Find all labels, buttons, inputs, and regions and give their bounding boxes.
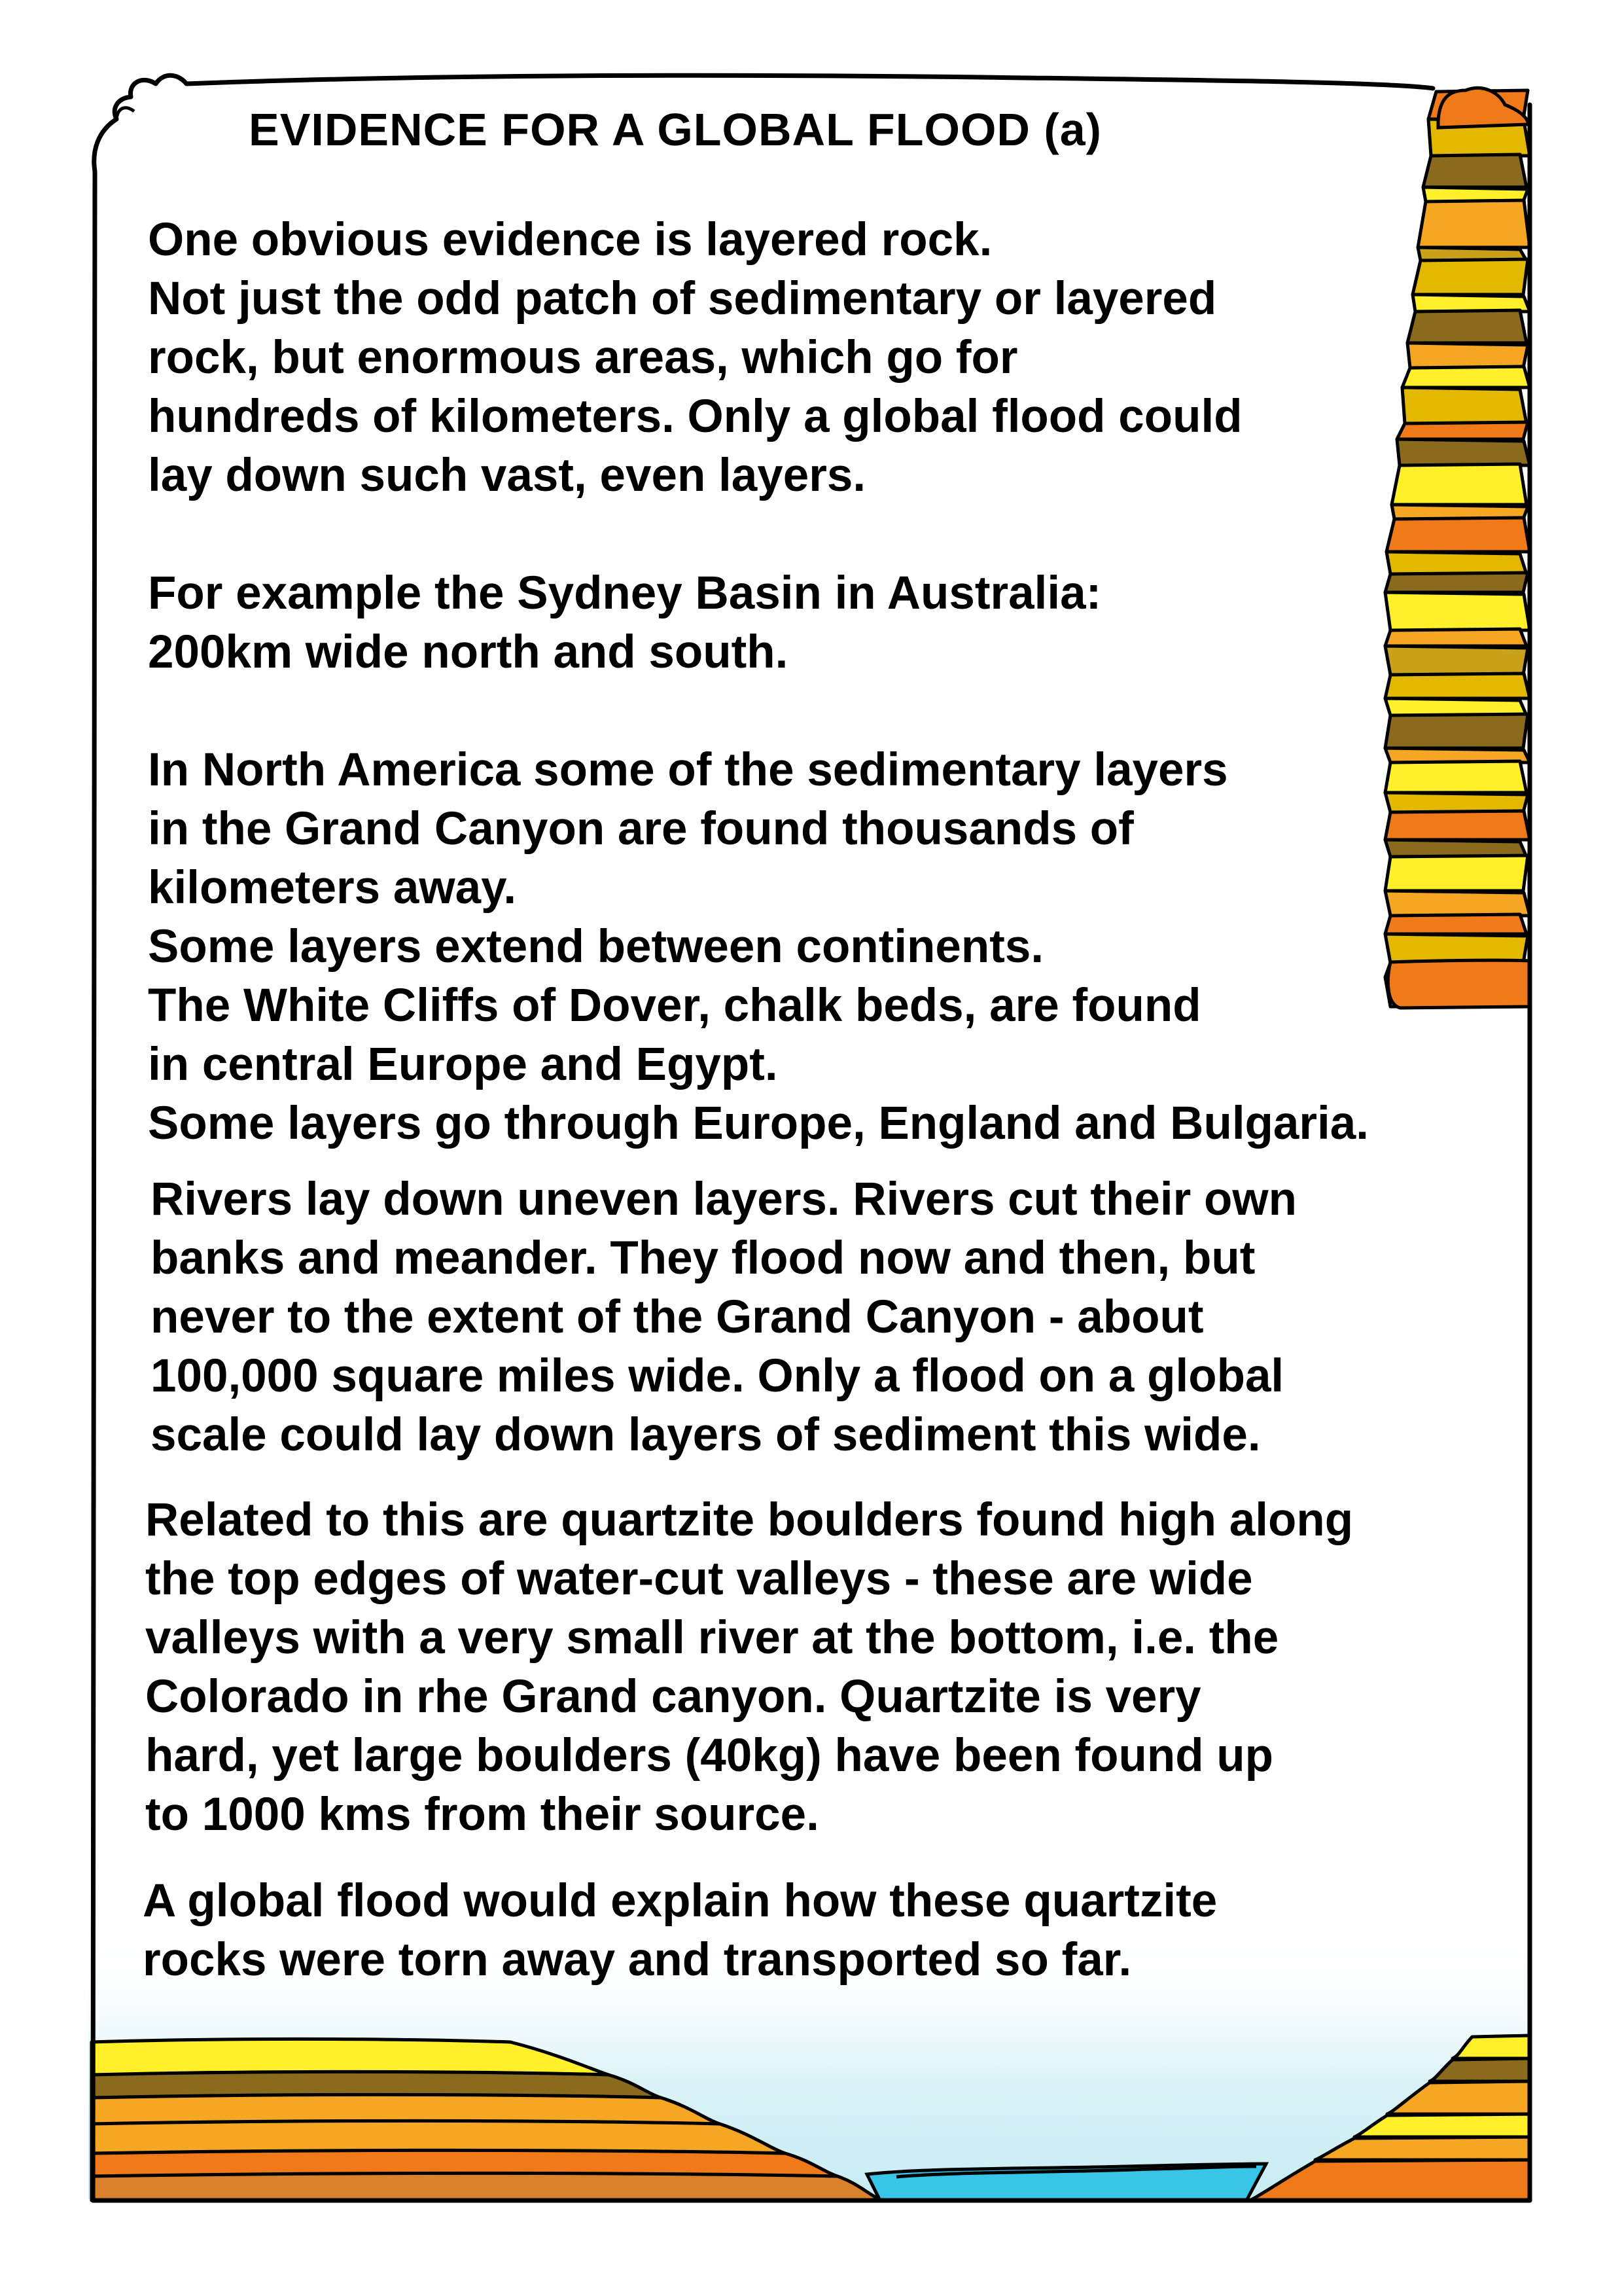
paragraph-quartzite-boulders	[145, 1491, 1353, 1844]
text-line: Related to this are quartzite boulders found high along	[145, 1494, 1354, 1546]
text-line: For example the Sydney Basin in Australia:	[148, 567, 1102, 619]
text-line: The White Cliffs of Dover, chalk beds, are found	[148, 980, 1201, 1031]
text-line: Not just the odd patch of sedimentary or layered	[148, 273, 1217, 325]
text-line: Colorado in rhe Grand canyon. Quartzite is very	[145, 1671, 1201, 1723]
text-line: never to the extent of the Grand Canyon - about	[150, 1291, 1204, 1343]
text-line: valleys with a very small river at the bottom, i.e. the	[145, 1612, 1279, 1664]
text-line: 100,000 square miles wide. Only a flood on a global	[150, 1350, 1284, 1402]
text-line: in the Grand Canyon are found thousands of	[148, 803, 1134, 855]
text-line: kilometers away.	[148, 862, 517, 914]
text-line: Rivers lay down uneven layers. Rivers cut their own	[150, 1174, 1297, 1225]
rock-strata-column	[1385, 88, 1530, 1008]
text-line: hard, yet large boulders (40kg) have been found up	[145, 1730, 1274, 1782]
paragraph-rivers	[150, 1170, 1297, 1465]
text-line: One obvious evidence is layered rock.	[148, 214, 993, 266]
text-line: A global flood would explain how these quartzite	[143, 1875, 1218, 1927]
page-title: EVIDENCE FOR A GLOBAL FLOOD (a)	[249, 104, 1102, 155]
text-line: In North America some of the sedimentary layers	[148, 744, 1228, 796]
text-line: in central Europe and Egypt.	[148, 1039, 778, 1090]
text-line: the top edges of water-cut valleys - these are wide	[145, 1553, 1253, 1605]
text-line: Some layers extend between continents.	[148, 921, 1044, 973]
text-line: rocks were torn away and transported so far.	[143, 1934, 1132, 1986]
text-line: to 1000 kms from their source.	[145, 1789, 819, 1840]
paragraph-north-america	[148, 741, 1369, 1153]
text-line: Some layers go through Europe, England and Bulgaria.	[148, 1098, 1369, 1149]
paragraph-sydney-basin	[148, 564, 1101, 682]
text-line: rock, but enormous areas, which go for	[148, 332, 1018, 384]
river	[867, 2164, 1266, 2200]
text-line: 200km wide north and south.	[148, 626, 788, 678]
paragraph-layered-rock	[148, 211, 1243, 505]
text-line: banks and meander. They flood now and then, but	[150, 1232, 1256, 1284]
text-line: lay down such vast, even layers.	[148, 450, 866, 501]
text-line: hundreds of kilometers. Only a global flood could	[148, 391, 1243, 442]
text-line: scale could lay down layers of sediment this wide.	[150, 1409, 1261, 1461]
paragraph-conclusion	[143, 1872, 1217, 1990]
